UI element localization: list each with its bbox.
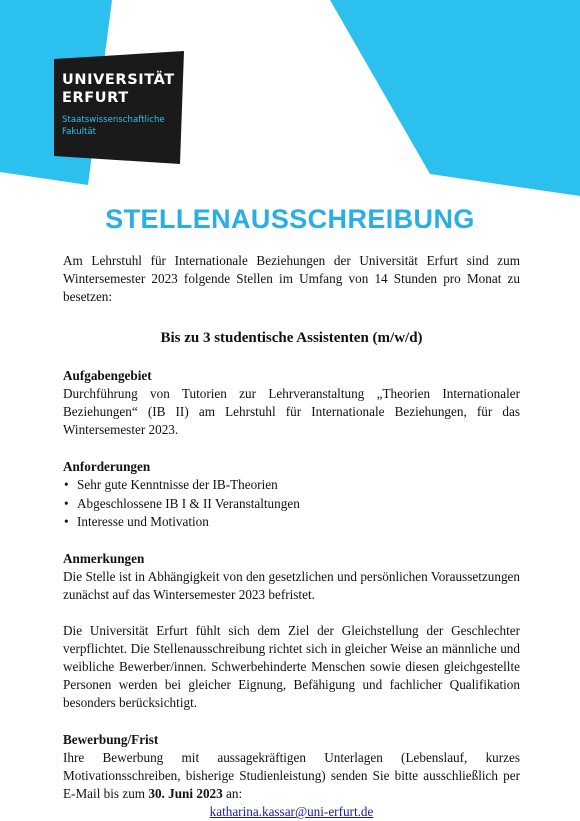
application-text bbox=[63, 749, 520, 803]
document-body bbox=[63, 252, 520, 821]
position-title: Bis zu 3 studentische Assistenten (m/w/d) bbox=[160, 330, 423, 346]
section-heading: Bewerbung/Frist bbox=[63, 732, 159, 748]
application-text-end: an: bbox=[222, 786, 243, 802]
section-aufgabengebiet bbox=[63, 367, 520, 439]
requirements-list bbox=[63, 476, 520, 531]
logo-line-faculty: Staatswissenschaftliche bbox=[62, 115, 165, 125]
deadline-date: 30. Juni 2023 bbox=[148, 786, 223, 802]
list-item: • Abgeschlossene IB I & II Veranstaltungen bbox=[63, 495, 520, 513]
email-line bbox=[63, 803, 520, 821]
section-heading: Aufgabengebiet bbox=[63, 368, 152, 383]
logo-line-faculty-2: Fakultät bbox=[62, 127, 96, 137]
list-item: • Sehr gute Kenntnisse der IB-Theorien bbox=[63, 476, 520, 494]
logo-line-erfurt: ERFURT bbox=[62, 90, 129, 106]
section-heading: Anforderungen bbox=[63, 459, 151, 474]
university-logo bbox=[54, 51, 184, 164]
list-item: • Interesse und Motivation bbox=[63, 513, 520, 531]
section-bewerbung bbox=[63, 731, 520, 821]
application-text-start: Ihre Bewerbung mit aussagekräftigen Unterlagen (Lebenslauf, kurzes Motivationsschreiben, bisherige Studienleistung) senden Sie bitte ausschließlich per E-Mail bis zum bbox=[63, 750, 520, 802]
intro-paragraph: Am Lehrstuhl für Internationale Beziehungen der Universität Erfurt sind zum Wintersemester 2023 folgende Stellen im Umfang von 14 Stunden pro Monat zu besetzen: bbox=[63, 253, 520, 304]
section-heading: Anmerkungen bbox=[63, 551, 145, 567]
blue-shape-right bbox=[330, 0, 580, 196]
equality-paragraph: Die Universität Erfurt fühlt sich dem Ziel der Gleichstellung der Geschlechter verpflichtet. Die Stellenausschreibung richtet sich in gleicher Weise an männliche und weibliche Bewerber/innen. Schwerbehinderte Menschen sowie diesen gleichgestellte Personen werden bei gleicher Eignung, Befähigung und fachlicher Qualifikation besonders berücksichtigt. bbox=[63, 623, 520, 711]
section-text: Durchführung von Tutorien zur Lehrveranstaltung „Theorien Internationaler Beziehungen“ (IB II) am Lehrstuhl für Internationale Beziehungen, für das Wintersemester 2023. bbox=[63, 386, 520, 437]
section-anmerkungen bbox=[63, 550, 520, 712]
section-anforderungen bbox=[63, 458, 520, 531]
email-link[interactable]: katharina.kassar@uni-erfurt.de bbox=[209, 804, 374, 820]
logo-line-universitaet: UNIVERSITÄT bbox=[62, 72, 175, 88]
section-text: Die Stelle ist in Abhängigkeit von den gesetzlichen und persönlichen Voraussetzungen zunächst auf das Wintersemester 2023 befristet. bbox=[63, 569, 520, 603]
page-title: STELLENAUSSCHREIBUNG bbox=[105, 204, 475, 234]
